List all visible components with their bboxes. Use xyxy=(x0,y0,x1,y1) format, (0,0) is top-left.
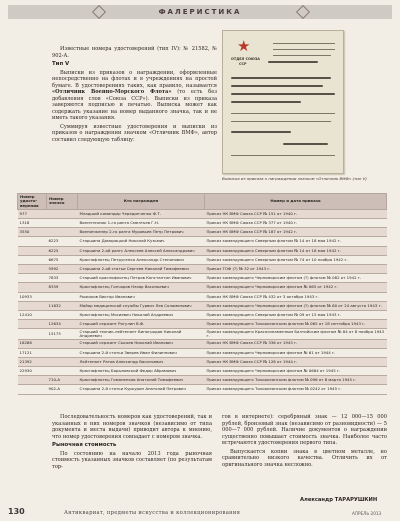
table-row xyxy=(18,292,387,301)
certificate-number-cell: 3550 xyxy=(18,228,47,237)
conclusion-paragraph: Последовательность номеров как удостоверений, так и указанных в них номеров значков (независимо от типа документа и места выдачи) приводит автора к мнению, что номер удостоверения совпадает с номером значка. xyxy=(52,414,212,440)
intro-paragraph: Известные номера удостоверений (тип IV): № 21582, № 902-А. xyxy=(52,46,217,59)
table-row xyxy=(18,339,387,348)
order-reference-cell: Приказ командующего Северным флотом № 74 от 10 ноября 1942 г. xyxy=(205,255,387,264)
bottom-left-column xyxy=(52,414,212,472)
certificate-number-cell xyxy=(18,237,47,246)
doc-signature xyxy=(283,143,328,145)
order-reference-cell: Приказ НК ВМФ Союза ССР № 187 от 1942 г. xyxy=(205,228,387,237)
table-row xyxy=(18,357,387,366)
certificate-number-cell xyxy=(18,320,47,329)
table-body xyxy=(18,209,387,394)
awardee-name-cell: Старшина 2-й статьи Зверев Иван Филиппович xyxy=(78,348,205,357)
type-text-bold: «Отличник Военно-Морского Флота» xyxy=(52,89,172,95)
badge-number-cell xyxy=(47,228,78,237)
order-reference-cell: Приказ ТОФ (?) № 32 от 1943 г. xyxy=(205,265,387,274)
table-row xyxy=(18,274,387,283)
certificate-number-cell: 1318 xyxy=(18,219,47,228)
ornament-icon xyxy=(296,5,310,19)
order-reference-cell: Приказ командующего Черноморским флотом № 0684 от 1945 г. xyxy=(205,367,387,376)
badge-number-cell xyxy=(47,310,78,319)
type-description xyxy=(52,70,217,122)
awardee-name-cell: Старшина 2-ой статьи Сергеев Николай Тимофеевич xyxy=(78,265,205,274)
awardee-name-cell: Рыжиков Виктор Иванович xyxy=(78,292,205,301)
awardee-name-cell: Краснофлотец Гончаров Назар Васильевич xyxy=(78,283,205,292)
awardee-name-cell: Майор медицинской службы Гурвич Лев Соломонович xyxy=(78,301,205,310)
doc-handwriting xyxy=(231,101,301,103)
badge-number-cell xyxy=(47,219,78,228)
table-row xyxy=(18,367,387,376)
certificate-number-cell xyxy=(18,283,47,292)
certificate-number-cell: 22930 xyxy=(18,367,47,376)
table-row xyxy=(18,246,387,255)
badge-number-cell xyxy=(47,292,78,301)
certificate-number-cell: 977 xyxy=(18,209,47,218)
doc-rule xyxy=(231,121,331,122)
certificate-number-cell: 12410 xyxy=(18,310,47,319)
awardee-name-cell: Краснофлотец Мосиевич Николай Андреевич xyxy=(78,310,205,319)
table-row xyxy=(18,255,387,264)
awardee-name-cell: Старший краснофлотец Петров Константин Иванович xyxy=(78,274,205,283)
order-reference-cell: Приказ командующего Северным флотом № 14 от 18 мая 1942 г. xyxy=(205,237,387,246)
certificate-number-cell xyxy=(18,329,47,339)
bottom-right-column xyxy=(222,414,387,470)
certificate-number-cell: 21392 xyxy=(18,357,47,366)
col-header-order: Номер и дата приказа xyxy=(205,194,387,210)
awardee-name-cell: Краснофлотец Гоманенков Анатолий Тимофеевич xyxy=(78,376,205,385)
badge-number-cell: 6223 xyxy=(47,237,78,246)
awardee-name-cell: Старший сержант Сысоев Николай Иванович xyxy=(78,339,205,348)
order-reference-cell: Приказ командующего Северным флотом № 14 от 18 мая 1942 г. xyxy=(205,246,387,255)
type-text-c: (то есть без добавления слов «Союза ССР»). Выписки из приказа заверяются подписью и печатью. Выписка может как содержать указание на номер выданного значка, так и не иметь такого указания. xyxy=(52,89,217,121)
doc-line-1: ОТДЕЛ СОЮЗА xyxy=(231,57,260,61)
table-row xyxy=(18,283,387,292)
table-header-row xyxy=(18,194,387,210)
badge-number-cell: 11632 xyxy=(47,301,78,310)
certificate-number-cell xyxy=(18,376,47,385)
awardee-name-cell: Военнтехник 1-го ранга Смелтьев Г.Н. xyxy=(78,219,205,228)
order-reference-cell: Приказ командующего Черноморским флотом № 61 от 1944 г. xyxy=(205,348,387,357)
awardee-name-cell: Краснофлотец Барыловский Федор Абрамович xyxy=(78,367,205,376)
badge-number-cell xyxy=(47,348,78,357)
order-reference-cell: Приказ командующего Тихоокеанским флотом № 096 от 8 марта 1945 г. xyxy=(205,376,387,385)
certificate-number-cell: 17121 xyxy=(18,348,47,357)
order-reference-cell: Приказ НК ВМФ Союза ССР № 336 от 1945 г. xyxy=(205,339,387,348)
magazine-title: Антиквариат, предметы искусства и коллекционирования xyxy=(64,510,241,516)
order-reference-cell: Приказ НК ВМФ Союза ССР № 377 от 1940 г. xyxy=(205,219,387,228)
certificate-number-cell xyxy=(18,274,47,283)
badge-number-cell xyxy=(47,367,78,376)
type-text-a: Выписки из приказов о награждении, оформленные непосредственно на флотах и в учреждениях на простой бумаге. В удостоверениях таких, как правило, называется xyxy=(52,69,217,89)
certificate-number-cell: 16288 xyxy=(18,339,47,348)
badge-number-cell: 710-А xyxy=(47,376,78,385)
doc-rule xyxy=(273,49,335,50)
order-reference-cell: Приказ командующего Северным флотом № 09 от 15 мая 1943 г. xyxy=(205,310,387,319)
author-name: Александр ТАРАРУШКИН xyxy=(300,497,378,503)
awards-table xyxy=(17,193,387,395)
document-photo xyxy=(222,30,344,174)
prices-paragraph: гов в интернете): серебряный знак — 12 000—15 000 рублей, бронзовый знак (независимо от разновидности) — 5 000—7 000 рублей. Наличие документов о награждении существенно повышает стоимость значка. Наиболее часто встречаются удостоверения первого типа. xyxy=(222,414,387,446)
certificate-number-cell: 10933 xyxy=(18,292,47,301)
doc-rule xyxy=(231,113,335,114)
table-row xyxy=(18,329,387,339)
awardee-name-cell: Краснофлотец Петрусенко Александр Степанович xyxy=(78,255,205,264)
copies-paragraph: Выпускается копии знака в цветном металле, но сравнительно низкого качества. Отличить их от оригинального значка несложно. xyxy=(222,448,387,468)
badge-number-cell: 7833 xyxy=(47,274,78,283)
badge-number-cell xyxy=(47,357,78,366)
market-paragraph: По состоянию на начало 2013 года рыночная стоимость указанных значков составляет (по результатам тор- xyxy=(52,450,212,470)
awardee-name-cell: Младший командир Черединченко Ф.Т. xyxy=(78,209,205,218)
table-row xyxy=(18,265,387,274)
certificate-number-cell xyxy=(18,265,47,274)
badge-number-cell: 6225 xyxy=(47,246,78,255)
certificate-number-cell xyxy=(18,385,47,394)
summary-paragraph: Суммируя известные удостоверения и выписки из приказов о награждении значком «Отличник ВМФ», автор составил следующую таблицу: xyxy=(52,123,217,143)
badge-number-cell: 8359 xyxy=(47,283,78,292)
order-reference-cell: Приказ НК ВМФ Союза ССР № 128 от 1944 г. xyxy=(205,357,387,366)
table-row xyxy=(18,301,387,310)
table-row xyxy=(18,237,387,246)
table-row xyxy=(18,310,387,319)
awardee-name-cell: Военинженер 2-го ранга Муравьев Петр Петрович xyxy=(78,228,205,237)
table-row xyxy=(18,219,387,228)
order-reference-cell: Приказ командующего Тихоокеанским флотом № 0242 от 1945 г. xyxy=(205,385,387,394)
section-header xyxy=(8,5,392,19)
intro-column xyxy=(52,46,217,145)
photo-caption: Выписка из приказа о награждении значком «Отличник ВМФ» (тип V) xyxy=(222,176,367,181)
awardee-name-cell: Старшина 2-ой рангс Алексеев Алексей Александрович xyxy=(78,246,205,255)
order-reference-cell: Приказ НК ВМФ Союза ССР № 151 от 1940 г. xyxy=(205,209,387,218)
issue-date: АПРЕЛЬ 2013 xyxy=(352,511,382,516)
doc-rule xyxy=(273,43,335,44)
doc-handwriting xyxy=(231,131,291,133)
awardee-name-cell: Старший сержант Рогулин В.Ф. xyxy=(78,320,205,329)
order-reference-cell: Приказ командующего Черноморским флотом № 065 от 1942 г. xyxy=(205,283,387,292)
doc-rule xyxy=(273,55,331,56)
badge-number-cell: 902-А xyxy=(47,385,78,394)
awardee-name-cell: Старшина 2-й статьи Куркурин Анатолий Петрович xyxy=(78,385,205,394)
ornament-icon xyxy=(92,5,106,19)
order-reference-cell: Приказ командующего Черноморским флотом (?) флотом № 60 от 24 августа 1943 г. xyxy=(205,301,387,310)
badge-number-cell xyxy=(47,339,78,348)
badge-number-cell: 15175 xyxy=(47,329,78,339)
table-row xyxy=(18,385,387,394)
order-reference-cell: Приказ НК ВМФ Союза ССР № 432 от 3 октября 1943 г. xyxy=(205,292,387,301)
market-heading: Рыночная стоимость xyxy=(52,442,117,448)
awardee-name-cell: Старшина Доморацкий Николай Кузьмич xyxy=(78,237,205,246)
doc-line-2: ССР xyxy=(239,62,247,66)
order-reference-cell: Приказ командующего Черноморским флотом (?) флотом № 082 от 1942 г. xyxy=(205,274,387,283)
page-number: 130 xyxy=(8,507,25,516)
col-header-badge: Номер значка xyxy=(47,194,78,210)
table-row xyxy=(18,348,387,357)
table-row xyxy=(18,320,387,329)
badge-number-cell: 5992 xyxy=(47,265,78,274)
star-icon: ★ xyxy=(237,37,251,55)
doc-handwriting xyxy=(231,85,323,87)
col-header-awardee: Кто награжден xyxy=(78,194,205,210)
col-header-certificate: Номер удостоверения xyxy=(18,194,47,210)
section-title: ФАЛЕРИСТИКА xyxy=(158,8,242,16)
order-reference-cell: Приказ командующего Краснознаменным Балтийским флотом № 84 от 8 ноября 1943 г. xyxy=(205,329,387,339)
type-heading: Тип V xyxy=(52,61,70,67)
doc-handwriting xyxy=(231,93,335,95)
doc-handwriting xyxy=(268,61,318,63)
badge-number-cell: 12634 xyxy=(47,320,78,329)
doc-rule xyxy=(231,155,335,156)
table-row xyxy=(18,209,387,218)
awardee-name-cell: Лейтенант Ратов Александр Васильевич xyxy=(78,357,205,366)
order-reference-cell: Приказ командующего Тихоокеанским флотом № 065 от 18 сентября 1943 г. xyxy=(205,320,387,329)
certificate-number-cell xyxy=(18,255,47,264)
certificate-number-cell xyxy=(18,301,47,310)
certificate-number-cell xyxy=(18,246,47,255)
badge-number-cell xyxy=(47,209,78,218)
table-row xyxy=(18,228,387,237)
table-row xyxy=(18,376,387,385)
badge-number-cell: 6675 xyxy=(47,255,78,264)
awardee-name-cell: Старший техник-лейтенант Виноградов Николай Андреевич xyxy=(78,329,205,339)
doc-handwriting xyxy=(231,77,331,79)
